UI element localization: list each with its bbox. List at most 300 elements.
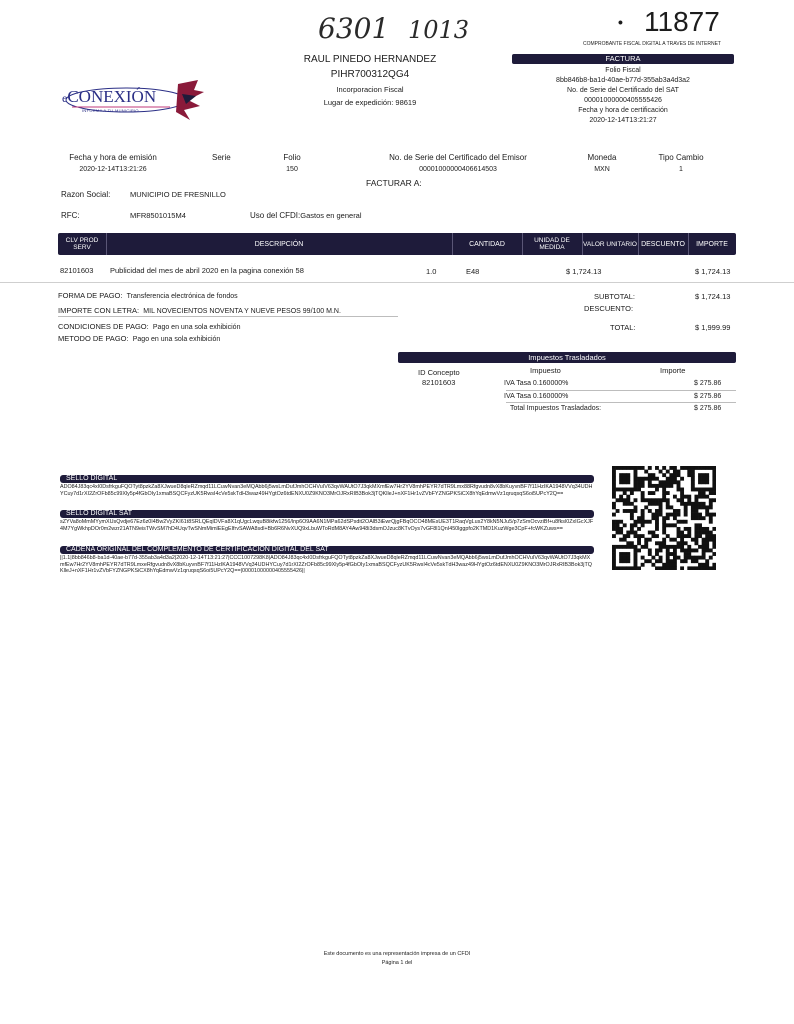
qr-module (677, 484, 681, 488)
qr-module (684, 466, 688, 470)
qr-module (691, 516, 695, 520)
qr-module (684, 534, 688, 538)
qr-module (612, 480, 616, 484)
qr-module (616, 527, 620, 531)
qr-module (712, 477, 716, 481)
qr-module (637, 480, 641, 484)
qr-module (673, 470, 677, 474)
qr-module (709, 513, 713, 517)
qr-module (669, 477, 673, 481)
qr-module (612, 505, 616, 509)
folio-label: Folio (283, 153, 301, 162)
qr-module (712, 541, 716, 545)
condiciones-value: Pago en una sola exhibición (152, 324, 241, 331)
qr-module (702, 466, 706, 470)
qr-module (626, 534, 630, 538)
qr-module (630, 566, 634, 570)
impuesto-row-2-name: IVA Tasa 0.160000% (504, 393, 569, 400)
qr-module (634, 556, 638, 560)
qr-module (655, 523, 659, 527)
qr-module (648, 559, 652, 563)
qr-module (655, 566, 659, 570)
qr-module (634, 520, 638, 524)
impuestos-col-concepto: ID Concepto (418, 368, 460, 377)
qr-module (673, 495, 677, 499)
qr-module (673, 566, 677, 570)
qr-module (702, 545, 706, 549)
qr-module (612, 548, 616, 552)
impuestos-box (398, 352, 736, 412)
qr-module (641, 516, 645, 520)
qr-module (630, 523, 634, 527)
qr-module (666, 470, 670, 474)
qr-module (612, 470, 616, 474)
sello-sat-section (60, 510, 594, 532)
qr-module (702, 552, 706, 556)
qr-module (673, 556, 677, 560)
qr-module (666, 523, 670, 527)
qr-module (691, 480, 695, 484)
qr-module (684, 527, 688, 531)
facturar-a-label: FACTURAR A: (366, 178, 422, 188)
cadena-section (60, 546, 594, 575)
qr-module (634, 480, 638, 484)
qr-module (616, 509, 620, 513)
razon-social-value: MUNICIPIO DE FRESNILLO (130, 190, 226, 199)
qr-module (630, 541, 634, 545)
factura-box (512, 54, 734, 126)
qr-module (619, 527, 623, 531)
qr-module (612, 502, 616, 506)
qr-module (694, 516, 698, 520)
qr-module (702, 566, 706, 570)
qr-module (698, 491, 702, 495)
qr-module (662, 545, 666, 549)
qr-module (655, 548, 659, 552)
qr-module (666, 477, 670, 481)
qr-module (655, 527, 659, 531)
qr-module (673, 473, 677, 477)
qr-module (705, 477, 709, 481)
qr-module (680, 498, 684, 502)
metodo-pago (58, 334, 220, 343)
qr-module (641, 491, 645, 495)
qr-module (662, 523, 666, 527)
qr-module (648, 480, 652, 484)
qr-module (687, 556, 691, 560)
importe-letra (58, 306, 341, 315)
qr-module (669, 559, 673, 563)
qr-module (694, 556, 698, 560)
qr-module (626, 488, 630, 492)
rfc-value: MFR8501015M4 (130, 211, 186, 220)
cert-date-value: 2020-12-14T13:21:27 (589, 117, 657, 124)
subtotal-value: $ 1,724.13 (695, 292, 731, 301)
qr-module (634, 505, 638, 509)
qr-module (673, 559, 677, 563)
qr-module (691, 484, 695, 488)
qr-module (702, 527, 706, 531)
qr-module (705, 541, 709, 545)
qr-module (648, 491, 652, 495)
qr-module (680, 566, 684, 570)
razon-social-label: Razon Social: (61, 190, 111, 199)
issuer-name: RAUL PINEDO HERNANDEZ (303, 54, 437, 65)
qr-module (637, 466, 641, 470)
items-table-header (58, 233, 736, 255)
qr-module (691, 566, 695, 570)
impuestos-total-label: Total Impuestos Trasladados: (510, 405, 602, 412)
qr-module (680, 531, 684, 535)
qr-module (669, 566, 673, 570)
qr-module (619, 477, 623, 481)
qr-module (691, 538, 695, 542)
qr-module (630, 491, 634, 495)
impuestos-title: Impuestos Trasladados (398, 352, 736, 363)
qr-module (709, 516, 713, 520)
qr-module (680, 477, 684, 481)
qr-module (694, 531, 698, 535)
qr-module (641, 520, 645, 524)
importe-underline (58, 316, 398, 317)
qr-module (684, 541, 688, 545)
moneda-value: MXN (594, 166, 610, 173)
qr-module (655, 466, 659, 470)
qr-module (630, 545, 634, 549)
qr-module (702, 541, 706, 545)
qr-module (644, 541, 648, 545)
qr-module (662, 566, 666, 570)
qr-module (634, 477, 638, 481)
qr-module (687, 545, 691, 549)
qr-module (705, 538, 709, 542)
qr-module (623, 498, 627, 502)
qr-module (673, 552, 677, 556)
qr-module (641, 563, 645, 567)
company-logo (58, 76, 208, 124)
impuestos-col-impuesto: Impuesto (530, 366, 561, 375)
qr-module (687, 534, 691, 538)
divider (0, 282, 794, 283)
qr-module (648, 538, 652, 542)
qr-module (680, 548, 684, 552)
qr-module (687, 552, 691, 556)
qr-module (712, 534, 716, 538)
uso-cfdi-label: Uso del CFDI: (250, 211, 301, 220)
qr-module (662, 527, 666, 531)
qr-module (644, 477, 648, 481)
qr-module (705, 534, 709, 538)
qr-module (634, 534, 638, 538)
qr-module (616, 545, 620, 549)
qr-module (659, 484, 663, 488)
qr-module (698, 488, 702, 492)
qr-module (705, 527, 709, 531)
qr-module (680, 488, 684, 492)
qr-module (641, 466, 645, 470)
qr-module (684, 559, 688, 563)
qr-module (651, 531, 655, 535)
qr-module (687, 531, 691, 535)
qr-module (662, 531, 666, 535)
qr-module (634, 545, 638, 549)
qr-module (694, 498, 698, 502)
qr-module (702, 516, 706, 520)
qr-module (702, 488, 706, 492)
qr-module (705, 548, 709, 552)
qr-module (673, 523, 677, 527)
qr-module (666, 491, 670, 495)
qr-module (641, 477, 645, 481)
qr-module (634, 548, 638, 552)
qr-module (634, 470, 638, 474)
forma-pago-label: FORMA DE PAGO: (58, 291, 123, 300)
header-descripcion: DESCRIPCIÓN (106, 233, 453, 255)
qr-module (698, 527, 702, 531)
qr-module (651, 473, 655, 477)
qr-module (691, 466, 695, 470)
qr-module (648, 520, 652, 524)
qr-module (626, 480, 630, 484)
qr-module (677, 545, 681, 549)
row-valor: $ 1,724.13 (566, 267, 602, 276)
qr-module (666, 498, 670, 502)
qr-module (687, 473, 691, 477)
uso-cfdi-value: Gastos en general (300, 211, 362, 220)
tipo-cambio-label: Tipo Cambio (658, 153, 704, 162)
qr-module (623, 466, 627, 470)
qr-module (684, 505, 688, 509)
qr-module (680, 491, 684, 495)
qr-module (637, 548, 641, 552)
qr-module (669, 480, 673, 484)
qr-module (616, 466, 620, 470)
qr-module (673, 466, 677, 470)
folio-fiscal-label: Folio Fiscal (605, 67, 641, 74)
qr-module (709, 498, 713, 502)
qr-module (698, 531, 702, 535)
qr-module (673, 545, 677, 549)
importe-letra-value: MIL NOVECIENTOS NOVENTA Y NUEVE PESOS 99/100 M.N. (143, 308, 341, 315)
forma-pago-value: Transferencia electrónica de fondos (126, 293, 238, 300)
qr-module (616, 520, 620, 524)
qr-module (644, 470, 648, 474)
qr-module (684, 509, 688, 513)
qr-module (712, 563, 716, 567)
qr-module (684, 552, 688, 556)
qr-module (684, 513, 688, 517)
qr-module (612, 545, 616, 549)
qr-module (687, 566, 691, 570)
qr-module (705, 566, 709, 570)
qr-module (712, 473, 716, 477)
qr-module (687, 527, 691, 531)
qr-module (680, 559, 684, 563)
qr-module (659, 470, 663, 474)
qr-module (712, 470, 716, 474)
qr-module (659, 556, 663, 560)
qr-module (662, 473, 666, 477)
qr-module (684, 495, 688, 499)
qr-module (673, 516, 677, 520)
qr-module (651, 563, 655, 567)
qr-module (619, 520, 623, 524)
handwritten-number-right: 1013 (408, 16, 470, 44)
sello-sat-text: sZYVa8oMmMYymXUsQvdje67Ez6z0I4Bw2VyZKI61t8SRLQEqlDVFa8X1qUgcLwquB8ikfw1256/lnp6O9AA6N1MPa62dSPsdit2OAlB3iEwrQjgFBqOCO48MEsUE3T1RaqVgLus2Y8kN5NJu5/p7zSmOcvziBf+u8fksl0ZxIGcXJF4M7YgWkhpDOr0m2wzr21ATN9eisTWvSM7hD4UqvTwSNmMimlEEgEIfrvSAWA8sdl+Bb6R6NvXUQ9xLbuWToRdM8AY4Aw948i3dsmOJzuc8KTvOys7vGF8l1QnI450lggpfo2KTMD1KuzWge3CpF+fcWKZuws== (60, 519, 594, 532)
qr-module (648, 502, 652, 506)
qr-module (687, 548, 691, 552)
qr-module (626, 477, 630, 481)
qr-module (630, 502, 634, 506)
qr-module (626, 473, 630, 477)
header-importe: IMPORTE (696, 240, 728, 248)
qr-module (659, 545, 663, 549)
qr-module (612, 491, 616, 495)
qr-module (641, 495, 645, 499)
qr-module (634, 552, 638, 556)
qr-module (698, 502, 702, 506)
qr-module (702, 473, 706, 477)
issuer-rfc: PIHR700312QG4 (330, 69, 410, 80)
qr-module (655, 477, 659, 481)
qr-module (641, 556, 645, 560)
qr-module (677, 520, 681, 524)
qr-module (694, 534, 698, 538)
qr-module (655, 534, 659, 538)
total-value: $ 1,999.99 (695, 323, 731, 332)
qr-module (662, 520, 666, 524)
qr-module (666, 545, 670, 549)
qr-module (623, 552, 627, 556)
qr-module (626, 566, 630, 570)
qr-module (634, 466, 638, 470)
qr-module (616, 523, 620, 527)
logo-text: CONEXIÓN (67, 87, 157, 106)
qr-module (698, 480, 702, 484)
qr-module (680, 520, 684, 524)
qr-module (709, 466, 713, 470)
qr-module (669, 513, 673, 517)
row-cantidad: 1.0 (426, 267, 437, 276)
qr-module (626, 559, 630, 563)
qr-module (702, 491, 706, 495)
importe-letra-label: IMPORTE CON LETRA: (58, 306, 140, 315)
qr-module (655, 559, 659, 563)
qr-module (677, 534, 681, 538)
impuestos-total-value: $ 275.86 (694, 405, 722, 412)
qr-module (612, 523, 616, 527)
qr-module (709, 531, 713, 535)
qr-module (651, 556, 655, 560)
qr-module (698, 466, 702, 470)
qr-module (648, 484, 652, 488)
qr-module (641, 513, 645, 517)
metodo-label: METODO DE PAGO: (58, 334, 129, 343)
qr-module (677, 509, 681, 513)
qr-module (626, 495, 630, 499)
qr-module (619, 538, 623, 542)
qr-module (705, 545, 709, 549)
impuesto-row-2-importe: $ 275.86 (694, 393, 722, 400)
qr-module (619, 488, 623, 492)
qr-module (673, 480, 677, 484)
comprobante-caption: COMPROBANTE FISCAL DIGITAL A TRAVES DE INTERNET (583, 41, 721, 47)
qr-module (630, 516, 634, 520)
qr-module (637, 488, 641, 492)
qr-module (634, 563, 638, 567)
qr-module (612, 513, 616, 517)
qr-module (669, 466, 673, 470)
qr-module (623, 473, 627, 477)
qr-module (637, 516, 641, 520)
qr-module (694, 527, 698, 531)
qr-module (691, 473, 695, 477)
qr-module (705, 513, 709, 517)
qr-module (644, 498, 648, 502)
sello-digital-section (60, 475, 594, 497)
folio-mark: • (618, 14, 623, 30)
qr-module (702, 556, 706, 560)
qr-module (691, 556, 695, 560)
qr-module (655, 541, 659, 545)
qr-module (641, 498, 645, 502)
qr-module (641, 484, 645, 488)
qr-module (619, 566, 623, 570)
qr-module (637, 527, 641, 531)
qr-module (634, 531, 638, 535)
qr-module (666, 552, 670, 556)
qr-module (619, 466, 623, 470)
qr-module (623, 477, 627, 481)
descuento-label: DESCUENTO: (584, 304, 634, 313)
tipo-cambio-value: 1 (679, 166, 683, 173)
qr-module (651, 513, 655, 517)
qr-module (705, 473, 709, 477)
qr-module (666, 480, 670, 484)
qr-module (705, 509, 709, 513)
qr-module (623, 502, 627, 506)
qr-module (612, 534, 616, 538)
qr-module (612, 556, 616, 560)
qr-module (637, 477, 641, 481)
qr-module (623, 488, 627, 492)
qr-module (669, 523, 673, 527)
qr-module (687, 498, 691, 502)
qr-module (662, 538, 666, 542)
qr-module (677, 513, 681, 517)
qr-module (648, 498, 652, 502)
qr-module (659, 513, 663, 517)
qr-module (623, 480, 627, 484)
qr-module (612, 559, 616, 563)
sat-serial-label: No. de Serie del Certificado del SAT (567, 87, 679, 94)
qr-module (655, 513, 659, 517)
qr-module (651, 534, 655, 538)
qr-module (669, 545, 673, 549)
qr-module (698, 516, 702, 520)
folio-fiscal-value: 8bb846b8-ba1d-40ae-b77d-355ab3a4d3a2 (556, 77, 690, 84)
factura-title: FACTURA (512, 54, 734, 64)
qr-module (677, 480, 681, 484)
qr-module (644, 520, 648, 524)
qr-module (687, 495, 691, 499)
qr-module (687, 470, 691, 474)
qr-module (698, 545, 702, 549)
qr-module (626, 509, 630, 513)
qr-module (702, 548, 706, 552)
qr-module (712, 545, 716, 549)
qr-module (666, 502, 670, 506)
